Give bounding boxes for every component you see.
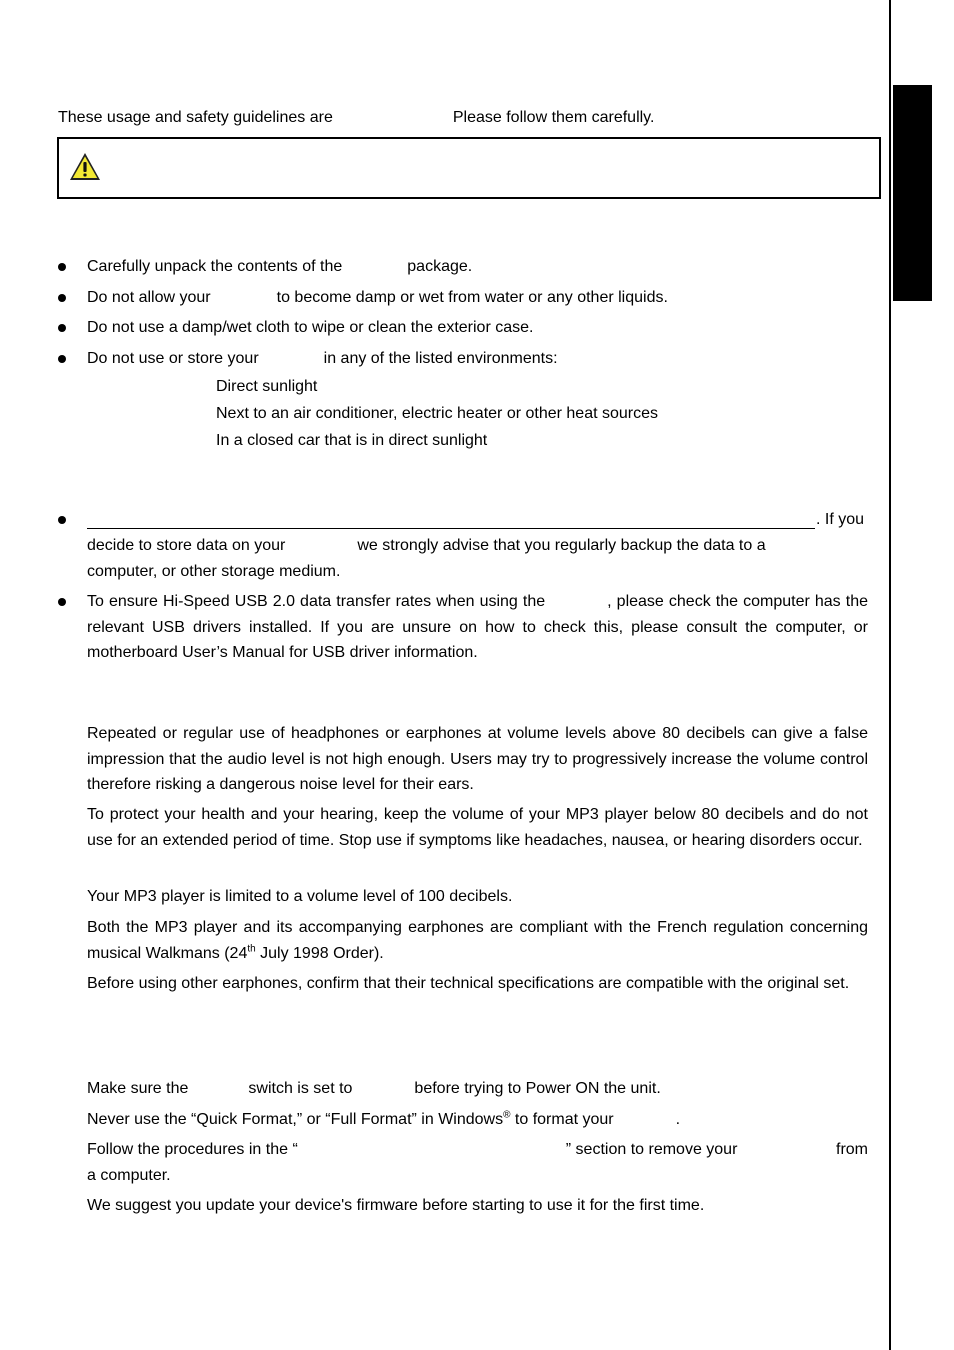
bullet: [58, 324, 66, 332]
format-note-text: Never use the “Quick Format,” or “Full Format” in Windows: [87, 1111, 504, 1128]
hearing-paragraph: To protect your health and your hearing, keep the volume of your MP3 player below 80 decibels and do not use for an extended period of time. Stop use if symptoms like headaches, nausea, or hearing disorders occur.: [87, 806, 868, 849]
data-item-text: we strongly advise that you regularly backup the data to a: [357, 537, 766, 554]
list-item-text: package.: [407, 258, 473, 275]
intro-text-2: Please follow them carefully.: [452, 109, 655, 126]
bullet: [58, 516, 66, 524]
list-item: [87, 349, 558, 369]
page-edge-rule: [889, 0, 891, 1350]
firmware-note: We suggest you update your device's firmware before starting to use it for the first time.: [87, 1197, 705, 1214]
list-item: [87, 318, 533, 338]
remove-note-cont: a computer.: [87, 1167, 171, 1184]
hearing-paragraph: Your MP3 player is limited to a volume level of 100 decibels.: [87, 888, 513, 905]
remove-note-text: from: [836, 1141, 868, 1158]
french-regulation-sup: th: [247, 943, 256, 955]
bullet: [58, 294, 66, 302]
list-item-text: Do not use a damp/wet cloth to wipe or clean the exterior case.: [87, 319, 534, 336]
hearing-paragraph: Repeated or regular use of headphones or earphones at volume levels above 80 decibels can give a false impression that the audio level is not high enough. Users may try to progressively increase the volume control therefore risking a dangerous noise level for their ears.: [87, 725, 868, 793]
usb-item-text: , please check the computer has the relevant USB drivers installed. If you are unsure on how to check this, please consult the computer, or motherboard User’s Manual for USB driver information.: [87, 593, 868, 661]
format-note-text: .: [675, 1111, 681, 1128]
earphones-compat: Before using other earphones, confirm that their technical specifications are compatible with the original set.: [87, 975, 850, 992]
french-regulation: [87, 915, 868, 966]
bullet: [58, 355, 66, 363]
warning-box: [57, 137, 881, 199]
bullet: [58, 598, 66, 606]
data-item-text: decide to store data on your: [87, 537, 286, 554]
format-note: [87, 1110, 680, 1130]
list-item-text: Do not allow your: [87, 289, 211, 306]
environment-item: Direct sunlight: [216, 378, 318, 395]
underline-rule: [87, 528, 815, 529]
list-item: [87, 288, 668, 308]
intro-line: [58, 109, 654, 127]
list-item-text: in any of the listed environments:: [323, 350, 558, 367]
format-note-sup: ®: [503, 1109, 511, 1121]
switch-note-text: Make sure the: [87, 1080, 189, 1097]
switch-note-text: before trying to Power ON the unit.: [414, 1080, 661, 1097]
environment-item: In a closed car that is in direct sunlight: [216, 432, 488, 449]
data-item-tail: . If you: [816, 511, 865, 528]
data-item-line3: computer, or other storage medium.: [87, 563, 341, 580]
remove-note-text: ” section to remove your: [565, 1141, 738, 1158]
data-item-line2: [87, 533, 868, 559]
list-item: [87, 257, 472, 277]
bullet: [58, 263, 66, 271]
usb-item: [87, 589, 868, 666]
format-note-text: to format your: [510, 1111, 614, 1128]
remove-note: [87, 1140, 868, 1160]
intro-text-1: These usage and safety guidelines are: [58, 109, 333, 126]
warning-triangle-icon: [69, 151, 101, 183]
list-item-text: to become damp or wet from water or any other liquids.: [276, 289, 668, 306]
french-regulation-text: July 1998 Order).: [255, 944, 384, 962]
usb-item-text: To ensure Hi-Speed USB 2.0 data transfer rates when using the: [87, 593, 546, 610]
switch-note: [87, 1079, 661, 1099]
list-item-text: Carefully unpack the contents of the: [87, 258, 343, 275]
french-regulation-text: Both the MP3 player and its accompanying earphones are compliant with the French regulation concerning musical Walkmans (24: [87, 919, 868, 962]
list-item-text: Do not use or store your: [87, 350, 259, 367]
remove-note-text: Follow the procedures in the “: [87, 1141, 298, 1158]
chapter-tab: [893, 85, 932, 301]
environment-item: Next to an air conditioner, electric heater or other heat sources: [216, 405, 659, 422]
switch-note-text: switch is set to: [248, 1080, 353, 1097]
